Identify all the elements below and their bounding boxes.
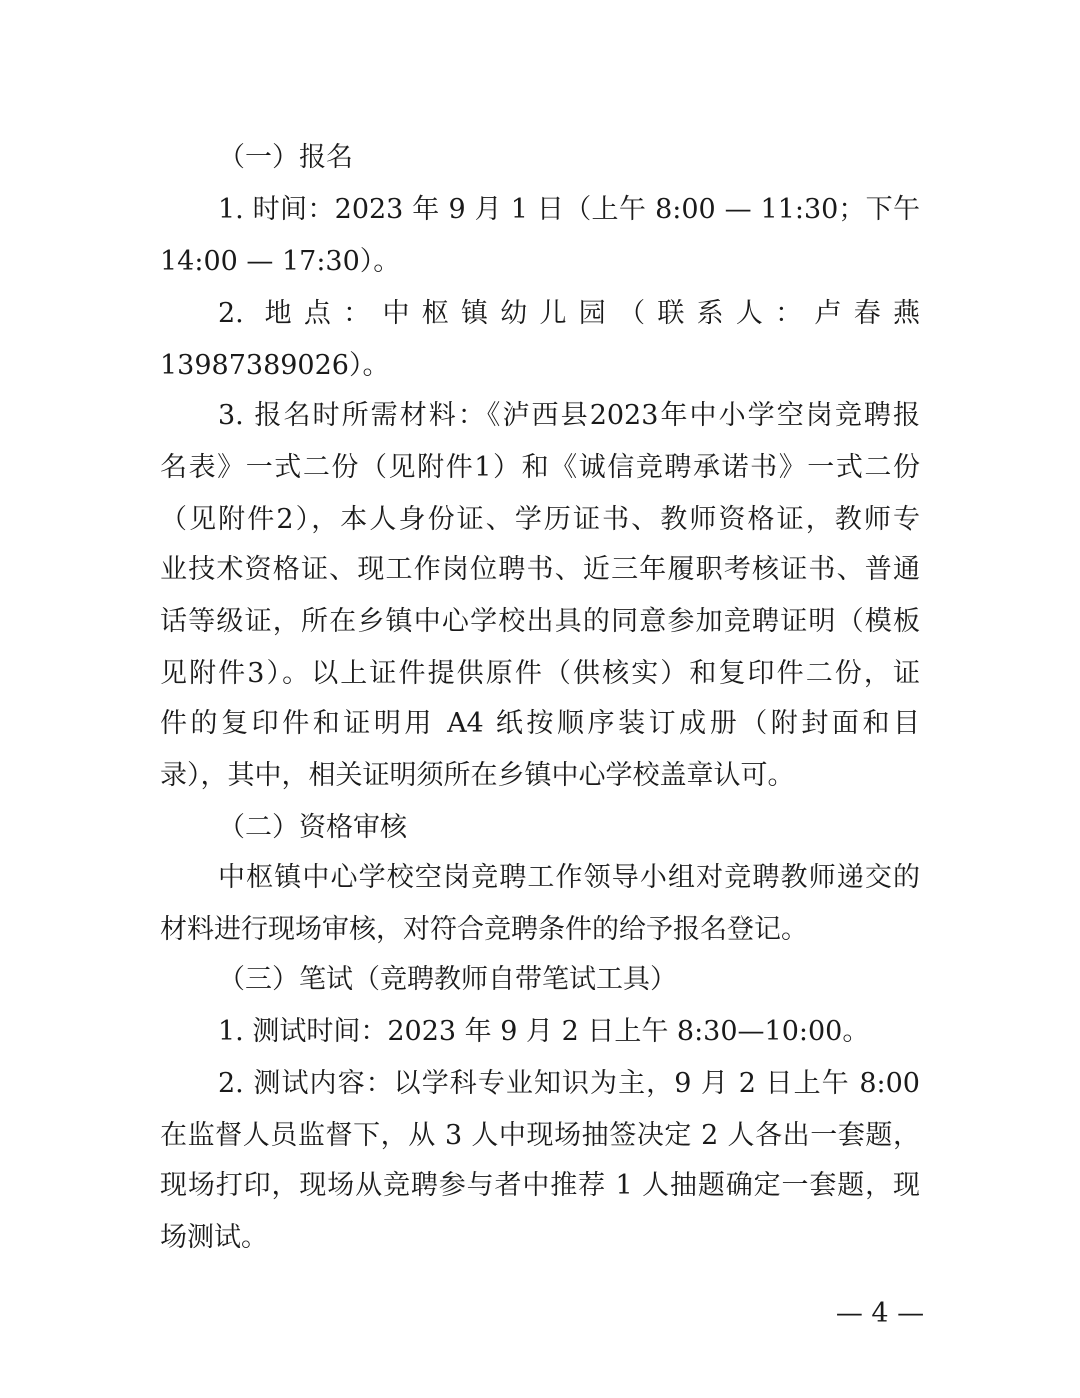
paragraph-line: 1. 时间：2023 年 9 月 1 日（上午 8:00 — 11:30；下午 [218, 194, 920, 225]
paragraph-line: 现场打印，现场从竞聘参与者中推荐 1 人抽题确定一套题，现 [160, 1170, 920, 1201]
paragraph-line: 2. 地点：中枢镇幼儿园（联系人：卢春燕 [218, 298, 920, 329]
section-heading-written-test: （三）笔试（竞聘教师自带笔试工具） [218, 964, 677, 995]
paragraph-line: 14:00 — 17:30）。 [160, 246, 401, 277]
paragraph-line: 名表》一式二份（见附件1）和《诚信竞聘承诺书》一式二份 [160, 452, 920, 483]
page-number: — 4 — [835, 1298, 925, 1329]
paragraph-line: 话等级证，所在乡镇中心学校出具的同意参加竞聘证明（模板 [160, 606, 920, 637]
paragraph-line: （见附件2），本人身份证、学历证书、教师资格证，教师专 [160, 504, 920, 535]
paragraph-line: 见附件3）。以上证件提供原件（供核实）和复印件二份，证 [160, 658, 920, 689]
section-heading-qualification-review: （二）资格审核 [218, 812, 407, 843]
paragraph-line: 件的复印件和证明用 A4 纸按顺序装订成册（附封面和目 [160, 708, 920, 739]
paragraph-line: 在监督人员监督下，从 3 人中现场抽签决定 2 人各出一套题， [160, 1120, 920, 1151]
paragraph-line: 1. 测试时间：2023 年 9 月 2 日上午 8:30—10:00。 [218, 1016, 870, 1047]
paragraph-line: 录），其中，相关证明须所在乡镇中心学校盖章认可。 [160, 760, 795, 791]
paragraph-line: 2. 测试内容：以学科专业知识为主，9 月 2 日上午 8:00 [218, 1068, 920, 1099]
section-heading-registration: （一）报名 [218, 142, 353, 173]
paragraph-line: 3. 报名时所需材料：《泸西县2023年中小学空岗竞聘报 [218, 400, 920, 431]
paragraph-line: 中枢镇中心学校空岗竞聘工作领导小组对竞聘教师递交的 [218, 862, 920, 893]
paragraph-line: 13987389026）。 [160, 350, 390, 381]
paragraph-line: 材料进行现场审核，对符合竞聘条件的给予报名登记。 [160, 914, 808, 945]
paragraph-line: 场测试。 [160, 1222, 268, 1253]
paragraph-line: 业技术资格证、现工作岗位聘书、近三年履职考核证书、普通 [160, 554, 920, 585]
